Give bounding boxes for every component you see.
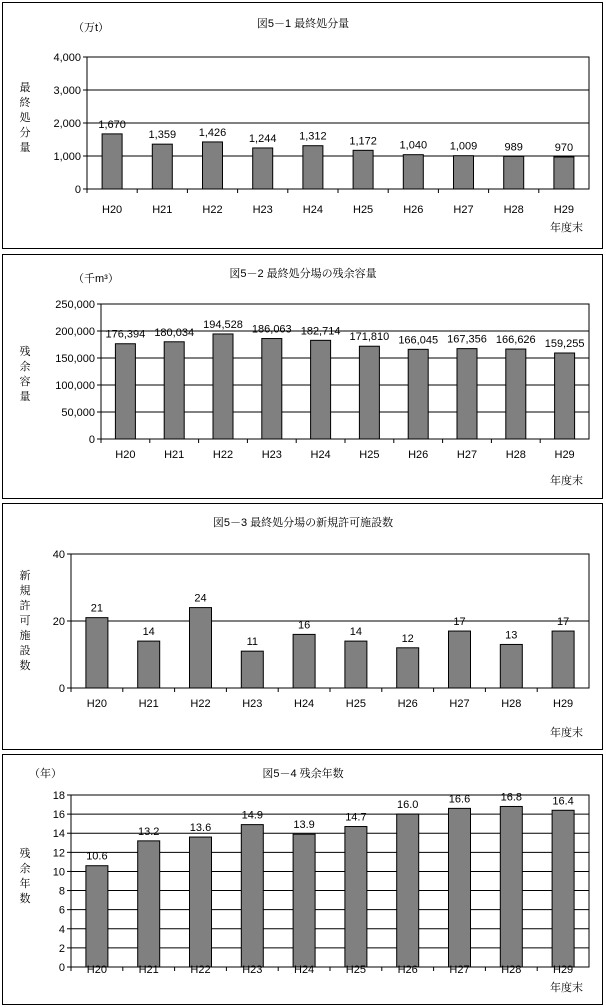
chart4-x-tick-label-H21: H21 [138, 964, 159, 976]
chart2-bar-H28 [506, 349, 526, 439]
chart1-unit-label: （万t） [73, 22, 110, 34]
chart1-data-label-H26: 1,040 [399, 139, 428, 152]
chart1-bar-H23 [253, 148, 273, 189]
chart4-data-label-H29: 16.4 [552, 795, 574, 808]
chart-remaining-capacity [3, 255, 604, 500]
chart3-x-tick-label-H24: H24 [294, 698, 315, 710]
chart3-data-label-H23: 11 [246, 636, 259, 649]
chart2-data-label-H27: 167,356 [447, 333, 487, 346]
chart1-x-tick-label-H27: H27 [453, 204, 474, 216]
chart2-bar-H27 [457, 349, 477, 439]
chart3-bar-H26 [397, 648, 419, 688]
chart3-y-axis-label: 新規許可施設数 [19, 570, 31, 672]
chart2-bar-H29 [555, 353, 575, 439]
chart3-data-label-H24: 16 [297, 619, 311, 632]
chart3-data-label-H25: 14 [349, 626, 363, 639]
chart1-data-label-H29: 970 [554, 141, 574, 154]
chart-panel-3 [2, 503, 603, 750]
chart-panel-2 [2, 254, 603, 499]
chart2-y-tick-label: 150,000 [55, 353, 95, 365]
chart3-data-label-H22: 24 [194, 592, 207, 605]
chart2-y-tick-label: 50,000 [61, 407, 95, 419]
chart4-y-tick-label: 16 [52, 809, 65, 822]
chart4-x-tick-label-H28: H28 [501, 964, 522, 976]
chart1-data-label-H27: 1,009 [449, 140, 478, 153]
chart3-x-tick-label-H28: H28 [501, 698, 522, 710]
chart2-x-tick-label-H28: H28 [505, 449, 526, 461]
chart2-data-label-H26: 166,045 [398, 334, 439, 347]
chart2-unit-label: （千m³） [73, 273, 119, 285]
chart3-data-label-H27: 17 [453, 616, 466, 629]
chart2-bar-H26 [408, 349, 428, 439]
chart3-x-tick-label-H21: H21 [138, 698, 159, 710]
chart3-bar-H29 [552, 631, 574, 688]
chart4-x-tick-label-H20: H20 [86, 964, 107, 976]
chart3-bar-H24 [293, 634, 315, 688]
chart1-data-label-H28: 989 [504, 141, 523, 154]
chart3-x-tick-label-H25: H25 [345, 698, 366, 710]
chart2-bar-H21 [164, 342, 184, 439]
chart2-data-label-H28: 166,626 [495, 334, 536, 347]
chart-new-permits [3, 504, 604, 751]
chart1-x-tick-label-H24: H24 [302, 204, 323, 216]
chart2-x-axis-label: 年度末 [550, 475, 583, 487]
chart2-x-tick-label-H20: H20 [115, 449, 136, 461]
chart2-x-tick-label-H25: H25 [359, 449, 380, 461]
chart1-x-tick-label-H26: H26 [403, 204, 424, 216]
chart4-x-axis-label: 年度末 [550, 982, 583, 994]
chart3-x-tick-label-H27: H27 [449, 698, 470, 710]
chart2-x-tick-label-H27: H27 [456, 449, 478, 461]
chart2-data-label-H21: 180,034 [154, 326, 195, 339]
chart3-bar-H20 [86, 618, 108, 688]
chart3-y-tick-label: 40 [52, 549, 65, 561]
chart1-x-tick-label-H22: H22 [202, 204, 223, 216]
chart4-x-tick-label-H27: H27 [449, 964, 470, 976]
chart3-bar-H23 [241, 651, 263, 688]
chart4-x-tick-label-H26: H26 [397, 964, 418, 976]
chart1-data-label-H22: 1,426 [198, 126, 227, 139]
chart2-y-tick-label: 100,000 [55, 380, 95, 392]
chart3-x-tick-label-H22: H22 [190, 698, 211, 710]
chart1-bar-H21 [152, 144, 172, 189]
chart1-x-tick-label-H25: H25 [353, 204, 374, 216]
chart2-y-tick-label: 200,000 [55, 326, 95, 338]
chart2-x-tick-label-H26: H26 [408, 449, 429, 461]
chart4-data-label-H20: 10.6 [86, 850, 108, 863]
chart3-data-label-H26: 12 [401, 632, 414, 645]
chart4-y-tick-label: 2 [58, 942, 65, 955]
chart1-y-tick-label: 3,000 [53, 85, 81, 97]
chart3-bar-H27 [449, 631, 471, 688]
chart1-bar-H25 [353, 150, 373, 189]
chart1-bar-H29 [554, 157, 574, 189]
chart4-data-label-H27: 16.6 [448, 793, 471, 806]
chart1-bar-H24 [303, 146, 323, 189]
chart2-bar-H25 [359, 346, 379, 439]
chart4-bar-H25 [345, 827, 367, 967]
chart3-data-label-H28: 13 [505, 629, 518, 642]
chart1-x-tick-label-H29: H29 [553, 204, 574, 216]
chart1-y-tick-label: 0 [74, 184, 81, 196]
chart4-data-label-H28: 16.8 [500, 791, 523, 804]
chart2-bar-H23 [262, 339, 282, 439]
chart4-y-axis-label: 残余年数 [19, 848, 31, 905]
chart2-data-label-H20: 176,394 [105, 328, 146, 341]
chart1-y-axis-label: 最終処分量 [19, 82, 31, 154]
chart3-data-label-H21: 14 [142, 626, 155, 639]
chart1-data-label-H20: 1,670 [98, 118, 126, 131]
chart4-bar-H22 [190, 837, 212, 967]
chart4-x-tick-label-H24: H24 [294, 964, 315, 976]
chart2-y-axis-label: 残余容量 [19, 346, 31, 403]
chart2-bar-H24 [311, 340, 331, 439]
chart4-title: 図5－4 残余年数 [262, 768, 344, 780]
chart4-y-tick-label: 6 [58, 904, 65, 917]
chart1-y-tick-label: 4,000 [53, 52, 81, 64]
chart2-title: 図5－2 最終処分場の残余容量 [229, 268, 377, 280]
chart-panel-4 [2, 754, 603, 1005]
chart4-y-tick-label: 18 [52, 790, 65, 802]
chart4-data-label-H22: 13.6 [189, 822, 212, 835]
chart2-y-tick-label: 0 [88, 434, 95, 446]
chart4-bar-H20 [86, 866, 108, 967]
chart1-x-tick-label-H23: H23 [252, 204, 273, 216]
chart3-bar-H21 [138, 641, 160, 688]
chart3-bar-H28 [500, 644, 522, 688]
chart2-data-label-H23: 186,063 [251, 323, 292, 336]
chart1-data-label-H21: 1,359 [148, 129, 177, 142]
chart3-x-axis-label: 年度末 [550, 727, 583, 739]
chart4-y-tick-label: 14 [52, 828, 65, 841]
chart2-x-tick-label-H22: H22 [212, 449, 234, 461]
chart3-x-tick-label-H23: H23 [242, 698, 263, 710]
chart4-data-label-H25: 14.7 [345, 811, 367, 824]
chart3-x-tick-label-H29: H29 [553, 698, 574, 710]
chart4-bar-H27 [449, 808, 471, 967]
chart1-y-tick-label: 2,000 [53, 118, 81, 130]
chart1-x-axis-label: 年度末 [550, 222, 583, 234]
chart4-y-tick-label: 8 [58, 885, 65, 898]
chart3-y-tick-label: 20 [52, 616, 65, 628]
chart1-y-tick-label: 1,000 [53, 151, 81, 163]
chart4-y-tick-label: 12 [52, 847, 65, 860]
chart2-x-tick-label-H29: H29 [554, 449, 575, 461]
chart4-unit-label: （年） [29, 768, 62, 780]
chart2-data-label-H22: 194,528 [203, 318, 243, 331]
chart2-data-label-H29: 159,255 [544, 338, 585, 351]
chart4-x-tick-label-H22: H22 [190, 964, 211, 976]
chart1-title: 図5－1 最終処分量 [256, 18, 350, 30]
chart4-data-label-H23: 14.9 [241, 809, 264, 822]
chart2-data-label-H24: 182,714 [300, 325, 341, 338]
chart4-y-tick-label: 10 [52, 866, 65, 879]
chart3-x-tick-label-H26: H26 [397, 698, 418, 710]
chart4-data-label-H21: 13.2 [137, 825, 160, 838]
chart1-x-tick-label-H28: H28 [503, 204, 524, 216]
chart1-bar-H20 [102, 134, 122, 189]
chart4-bar-H24 [293, 834, 315, 967]
chart2-y-tick-label: 250,000 [55, 299, 95, 311]
chart1-bar-H28 [504, 156, 524, 189]
chart-remaining-years [3, 755, 604, 1006]
chart1-bar-H22 [203, 142, 223, 189]
chart3-x-tick-label-H20: H20 [86, 698, 107, 710]
chart2-bar-H22 [213, 334, 233, 439]
chart3-title: 図5－3 最終処分場の新規許可施設数 [212, 517, 394, 529]
chart1-x-tick-label-H21: H21 [152, 204, 173, 216]
chart4-bar-H28 [500, 806, 522, 967]
chart4-x-tick-label-H25: H25 [345, 964, 366, 976]
chart3-bar-H25 [345, 641, 367, 688]
chart4-data-label-H24: 13.9 [293, 819, 315, 832]
chart3-y-tick-label: 0 [58, 683, 65, 695]
chart1-data-label-H24: 1,312 [299, 130, 327, 143]
chart-final-disposal [3, 3, 604, 250]
chart2-x-tick-label-H24: H24 [310, 449, 331, 461]
chart2-x-tick-label-H21: H21 [164, 449, 185, 461]
chart4-y-tick-label: 4 [58, 923, 65, 936]
chart3-data-label-H29: 17 [556, 616, 570, 629]
chart1-bar-H27 [454, 156, 474, 189]
chart1-x-tick-label-H20: H20 [102, 204, 123, 216]
chart-panel-1 [2, 2, 603, 249]
chart3-data-label-H20: 21 [90, 602, 104, 615]
chart4-x-tick-label-H23: H23 [242, 964, 263, 976]
chart4-bar-H23 [241, 825, 263, 967]
chart3-bar-H22 [190, 608, 212, 688]
chart4-x-tick-label-H29: H29 [553, 964, 574, 976]
chart1-bar-H26 [403, 155, 423, 189]
chart2-x-tick-label-H23: H23 [261, 449, 282, 461]
chart4-y-tick-label: 0 [58, 962, 65, 974]
chart1-data-label-H23: 1,244 [248, 132, 277, 145]
chart4-bar-H26 [397, 814, 419, 967]
chart1-data-label-H25: 1,172 [349, 135, 377, 148]
chart4-bar-H29 [552, 810, 574, 967]
chart2-data-label-H25: 171,810 [349, 331, 390, 344]
chart4-bar-H21 [138, 841, 160, 967]
chart4-data-label-H26: 16.0 [396, 799, 419, 812]
chart2-bar-H20 [115, 344, 135, 439]
